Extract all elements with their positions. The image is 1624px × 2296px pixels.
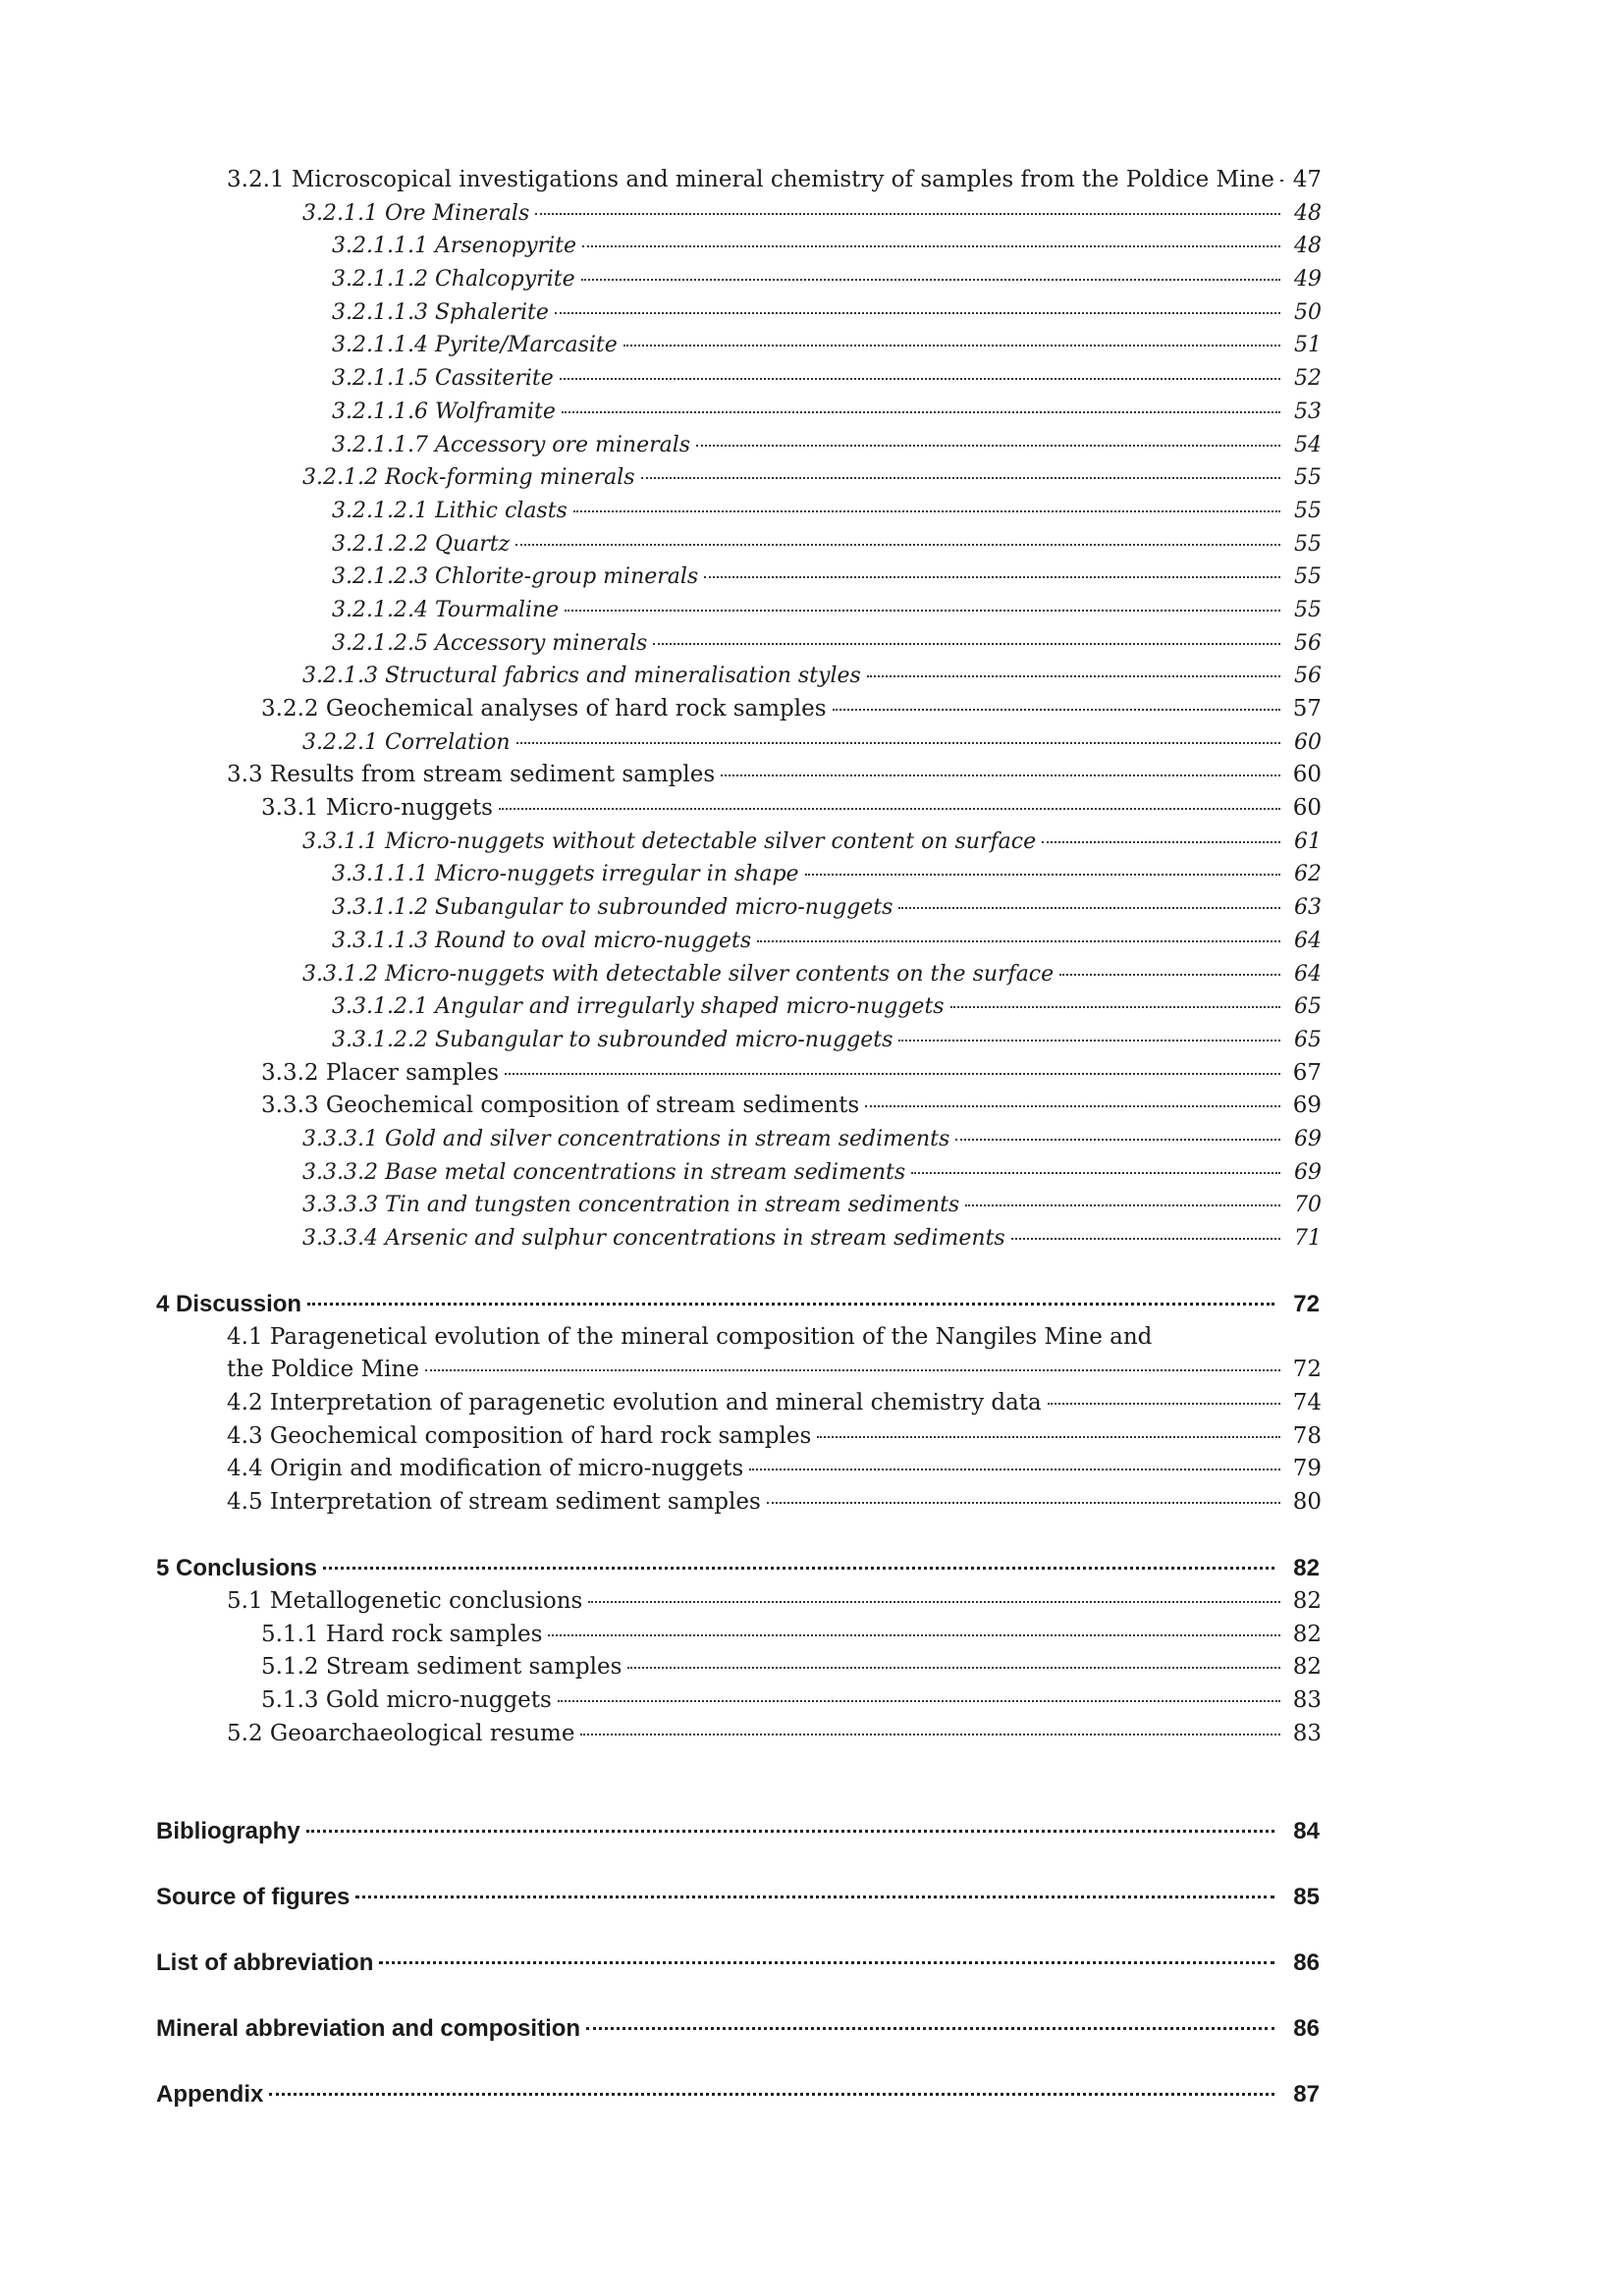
toc-entry[interactable] <box>0 826 1624 859</box>
page-number: 69 <box>1292 1093 1322 1119</box>
toc-entry[interactable] <box>0 726 1624 760</box>
page-number: 51 <box>1294 333 1322 358</box>
toc-entry[interactable] <box>0 296 1624 330</box>
dot-leader <box>588 1601 1280 1603</box>
toc-chapter[interactable] <box>0 1947 1624 1980</box>
page-number: 55 <box>1294 531 1322 557</box>
dot-leader <box>1059 974 1280 976</box>
page-number: 86 <box>1293 2015 1320 2043</box>
dot-leader <box>865 1105 1280 1107</box>
toc-entry[interactable] <box>0 990 1624 1024</box>
page-number: 55 <box>1294 564 1322 590</box>
page-number: 64 <box>1294 961 1322 987</box>
toc-entry[interactable] <box>0 1486 1624 1520</box>
toc-entry[interactable] <box>0 1585 1624 1619</box>
dot-leader <box>581 279 1280 281</box>
dot-leader <box>950 1006 1280 1008</box>
page-number: 83 <box>1292 1686 1322 1713</box>
page-number: 83 <box>1292 1720 1322 1746</box>
toc-entry[interactable] <box>0 1718 1624 1751</box>
section-gap <box>0 1750 1624 1815</box>
page-number: 54 <box>1294 432 1322 457</box>
toc-entry-label: 3.2.1.2.2 Quartz <box>332 531 511 557</box>
page-number: 71 <box>1294 1226 1322 1251</box>
toc-entry-label: 5.1.2 Stream sediment samples <box>261 1654 623 1681</box>
dot-leader <box>307 1303 1274 1306</box>
toc-entry[interactable] <box>0 1090 1624 1123</box>
toc-entry-label: 3.2.1.2 Rock-forming minerals <box>302 465 635 491</box>
toc-entry-label: 3.2.1.1.3 Sphalerite <box>332 299 549 325</box>
dot-leader <box>560 378 1280 380</box>
dot-leader <box>805 874 1280 876</box>
dot-leader <box>721 774 1280 776</box>
page-number: 50 <box>1294 299 1322 325</box>
dot-leader <box>548 1634 1280 1636</box>
toc-entry[interactable] <box>0 263 1624 296</box>
toc-entry-label: 3.2.1.1 Ore Minerals <box>302 200 530 226</box>
toc-entry-label: 4.3 Geochemical composition of hard rock samples <box>227 1422 812 1449</box>
toc-entry-label: 3.2.1.1.2 Chalcopyrite <box>332 267 575 293</box>
toc-entry-label: 3.3.1 Micro-nuggets <box>261 795 493 822</box>
section-gap <box>0 1980 1624 2012</box>
toc-entry-label: 3.2.1.2.5 Accessory minerals <box>332 630 648 656</box>
dot-leader <box>955 1139 1280 1141</box>
toc-entry-label: 3.2.1.1.1 Arsenopyrite <box>332 234 577 259</box>
page-number: 56 <box>1294 630 1322 656</box>
toc-entry-label: 3.2.2.1 Correlation <box>302 729 511 755</box>
page-number: 70 <box>1294 1193 1322 1218</box>
dot-leader <box>555 312 1280 314</box>
toc-chapter-title: 4 Discussion <box>156 1290 302 1317</box>
dot-leader <box>586 2027 1274 2030</box>
dot-leader <box>379 1961 1274 1964</box>
toc-entry-label: the Poldice Mine <box>227 1357 419 1383</box>
dot-leader <box>704 576 1280 578</box>
section-gap <box>0 1848 1624 1881</box>
page-number: 86 <box>1293 1949 1320 1977</box>
dot-leader <box>1048 1403 1280 1405</box>
toc-entry[interactable] <box>0 461 1624 495</box>
toc-entry-label: 3.2.1.1.7 Accessory ore minerals <box>332 432 691 457</box>
page-number: 52 <box>1294 366 1322 392</box>
dot-leader <box>306 1830 1274 1833</box>
page-number: 78 <box>1292 1422 1322 1449</box>
toc-entry-label: 3.3.1.2 Micro-nuggets with detectable silver contents on the surface <box>302 961 1055 987</box>
toc-entry-label: 5.2 Geoarchaeological resume <box>227 1720 575 1746</box>
toc-chapter-title: List of abbreviation <box>156 1949 374 1977</box>
toc-entry[interactable] <box>0 1651 1624 1684</box>
section-gap <box>0 2046 1624 2078</box>
toc-entry-label: 3.3.1.2.2 Subangular to subrounded micro-nuggets <box>332 1027 893 1052</box>
toc-entry-label: 3.2.1.3 Structural fabrics and mineralisation styles <box>302 664 861 689</box>
page-number: 82 <box>1292 1587 1322 1614</box>
toc-entry[interactable] <box>0 396 1624 429</box>
dot-leader <box>1042 841 1280 843</box>
page-number: 60 <box>1292 795 1322 822</box>
page-number: 49 <box>1294 267 1322 293</box>
section-gap <box>0 1520 1624 1552</box>
dot-leader <box>911 1172 1280 1174</box>
toc-chapter-title: Bibliography <box>156 1818 300 1845</box>
toc-chapter[interactable] <box>0 1288 1624 1321</box>
dot-leader <box>562 411 1280 413</box>
toc-chapter[interactable] <box>0 1881 1624 1914</box>
toc-entry-label: 3.3.1.1.3 Round to oval micro-nuggets <box>332 928 752 953</box>
toc-entry[interactable] <box>0 329 1624 362</box>
dot-leader <box>965 1204 1280 1206</box>
toc-entry-label: 5.1.1 Hard rock samples <box>261 1621 543 1647</box>
toc-entry[interactable] <box>0 693 1624 726</box>
dot-leader <box>757 940 1280 942</box>
toc-entry-label: 4.4 Origin and modification of micro-nuggets <box>227 1456 744 1482</box>
table-of-contents <box>0 164 1624 2111</box>
page-number: 80 <box>1292 1489 1322 1516</box>
page-number: 69 <box>1294 1126 1322 1151</box>
dot-leader <box>817 1436 1280 1438</box>
toc-entry[interactable] <box>0 1057 1624 1091</box>
toc-entry[interactable] <box>0 1420 1624 1454</box>
toc-entry[interactable] <box>0 164 1624 197</box>
toc-chapter-title: Mineral abbreviation and composition <box>156 2015 581 2043</box>
dot-leader <box>867 675 1280 677</box>
toc-chapter-title: 5 Conclusions <box>156 1554 318 1581</box>
dot-leader <box>898 1040 1280 1041</box>
toc-entry-label: 3.3.3.1 Gold and silver concentrations in stream sediments <box>302 1126 950 1151</box>
dot-leader <box>696 445 1280 447</box>
page-number: 56 <box>1294 664 1322 689</box>
dot-leader <box>558 1700 1280 1702</box>
toc-entry[interactable] <box>0 197 1624 231</box>
page-number: 64 <box>1294 928 1322 953</box>
page-number: 84 <box>1293 1818 1320 1845</box>
toc-entry-label: 3.2.1.1.5 Cassiterite <box>332 366 554 392</box>
toc-entry[interactable] <box>0 230 1624 263</box>
page-number: 72 <box>1292 1357 1322 1383</box>
page-number: 55 <box>1294 597 1322 622</box>
page-number: 79 <box>1292 1456 1322 1482</box>
toc-entry-label: 4.1 Paragenetical evolution of the mineral composition of the Nangiles Mine and <box>227 1323 1153 1350</box>
toc-entry-label: 3.2.1.2.4 Tourmaline <box>332 597 560 622</box>
dot-leader <box>582 245 1280 247</box>
toc-entry[interactable] <box>0 1684 1624 1718</box>
toc-entry-label: 3.3.3.3 Tin and tungsten concentration in stream sediments <box>302 1193 960 1218</box>
toc-entry-label: 4.2 Interpretation of paragenetic evolution and mineral chemistry data <box>227 1390 1042 1416</box>
page-number: 47 <box>1292 167 1322 192</box>
toc-entry[interactable] <box>0 1387 1624 1420</box>
dot-leader <box>505 1073 1280 1075</box>
page-number: 82 <box>1293 1554 1320 1581</box>
toc-chapter-title: Appendix <box>156 2081 264 2109</box>
toc-entry[interactable] <box>0 1189 1624 1222</box>
toc-entry-label: 3.3.3.2 Base metal concentrations in stream sediments <box>302 1159 906 1185</box>
page-number: 74 <box>1292 1390 1322 1416</box>
toc-chapter[interactable] <box>0 1552 1624 1585</box>
toc-entry-label: 3.2.1.2.1 Lithic clasts <box>332 498 568 523</box>
page-number: 65 <box>1294 1027 1322 1052</box>
dot-leader <box>767 1502 1280 1504</box>
section-gap <box>0 1914 1624 1947</box>
toc-entry[interactable] <box>0 528 1624 561</box>
toc-chapter[interactable] <box>0 1815 1624 1848</box>
toc-entry[interactable] <box>0 858 1624 891</box>
page-number: 60 <box>1294 729 1322 755</box>
page-number: 87 <box>1293 2081 1320 2109</box>
dot-leader <box>516 742 1280 744</box>
toc-entry[interactable] <box>0 495 1624 528</box>
toc-entry-label: 3.2.2 Geochemical analyses of hard rock samples <box>261 696 827 721</box>
dot-leader <box>833 709 1280 711</box>
toc-entry-label: 3.2.1 Microscopical investigations and mineral chemistry of samples from the Poldice Mine <box>227 167 1274 192</box>
toc-entry[interactable] <box>0 792 1624 826</box>
page-number: 67 <box>1292 1059 1322 1086</box>
dot-leader <box>573 510 1280 512</box>
page-number: 82 <box>1292 1654 1322 1681</box>
page-number: 69 <box>1294 1159 1322 1185</box>
toc-entry-label: 3.2.1.1.6 Wolframite <box>332 399 556 424</box>
toc-entry[interactable] <box>0 1123 1624 1156</box>
page-number: 65 <box>1294 994 1322 1020</box>
dot-leader <box>565 610 1280 612</box>
dot-leader <box>355 1896 1274 1898</box>
page-number: 48 <box>1294 200 1322 226</box>
toc-entry[interactable] <box>0 891 1624 925</box>
toc-entry[interactable] <box>0 429 1624 462</box>
page-number: 82 <box>1292 1621 1322 1647</box>
toc-entry-label: 5.1.3 Gold micro-nuggets <box>261 1686 552 1713</box>
dot-leader <box>580 1734 1280 1735</box>
toc-entry-label: 4.5 Interpretation of stream sediment samples <box>227 1489 761 1516</box>
page-number: 55 <box>1294 498 1322 523</box>
toc-chapter-title: Source of figures <box>156 1884 351 1911</box>
toc-entry-label: 3.3.2 Placer samples <box>261 1059 499 1086</box>
toc-entry[interactable] <box>0 627 1624 661</box>
page-number: 57 <box>1292 696 1322 721</box>
dot-leader <box>425 1369 1280 1371</box>
dot-leader <box>269 2093 1274 2096</box>
dot-leader <box>323 1567 1274 1570</box>
toc-entry[interactable] <box>0 561 1624 594</box>
dot-leader <box>1011 1238 1280 1240</box>
page-number: 61 <box>1294 828 1322 854</box>
toc-entry[interactable] <box>0 759 1624 792</box>
toc-entry-label: 3.3.1.1.2 Subangular to subrounded micro-nuggets <box>332 895 893 921</box>
toc-entry-label: 3.3.1.2.1 Angular and irregularly shaped micro-nuggets <box>332 994 945 1020</box>
page-number: 53 <box>1294 399 1322 424</box>
toc-entry[interactable] <box>0 1156 1624 1190</box>
page-number: 55 <box>1294 465 1322 491</box>
toc-entry-line[interactable] <box>0 1321 1624 1355</box>
page-number: 62 <box>1294 862 1322 887</box>
page-number: 63 <box>1294 895 1322 921</box>
toc-entry[interactable] <box>0 1024 1624 1057</box>
toc-entry[interactable] <box>0 1619 1624 1652</box>
toc-entry[interactable] <box>0 958 1624 991</box>
toc-entry-label: 3.3.1.1.1 Micro-nuggets irregular in shape <box>332 862 799 887</box>
toc-entry[interactable] <box>0 1354 1624 1387</box>
dot-leader <box>641 477 1280 479</box>
page-number: 72 <box>1293 1290 1320 1317</box>
toc-entry-label: 3.3.3 Geochemical composition of stream sediments <box>261 1093 860 1119</box>
toc-entry-label: 3.2.1.2.3 Chlorite-group minerals <box>332 564 699 590</box>
section-gap <box>0 1255 1624 1288</box>
toc-entry[interactable] <box>0 1222 1624 1255</box>
toc-entry-label: 3.3 Results from stream sediment samples <box>227 762 716 788</box>
toc-entry-label: 3.3.3.4 Arsenic and sulphur concentrations in stream sediments <box>302 1226 1005 1251</box>
dot-leader <box>627 1667 1280 1669</box>
toc-entry[interactable] <box>0 925 1624 958</box>
toc-entry-label: 5.1 Metallogenetic conclusions <box>227 1587 583 1614</box>
toc-entry-label: 3.2.1.1.4 Pyrite/Marcasite <box>332 333 618 358</box>
page-number: 85 <box>1293 1884 1320 1911</box>
dot-leader <box>535 213 1280 215</box>
toc-entry[interactable] <box>0 594 1624 627</box>
toc-entry[interactable] <box>0 362 1624 396</box>
toc-chapter[interactable] <box>0 2012 1624 2046</box>
dot-leader <box>653 643 1280 645</box>
dot-leader <box>515 544 1280 546</box>
page-number: 60 <box>1292 762 1322 788</box>
toc-chapter[interactable] <box>0 2078 1624 2111</box>
toc-entry[interactable] <box>0 660 1624 693</box>
page-number: 48 <box>1294 234 1322 259</box>
dot-leader <box>898 907 1280 909</box>
toc-entry-label: 3.3.1.1 Micro-nuggets without detectable silver content on surface <box>302 828 1037 854</box>
toc-entry[interactable] <box>0 1453 1624 1486</box>
dot-leader <box>623 345 1280 347</box>
dot-leader <box>499 808 1280 810</box>
dot-leader <box>749 1468 1280 1470</box>
